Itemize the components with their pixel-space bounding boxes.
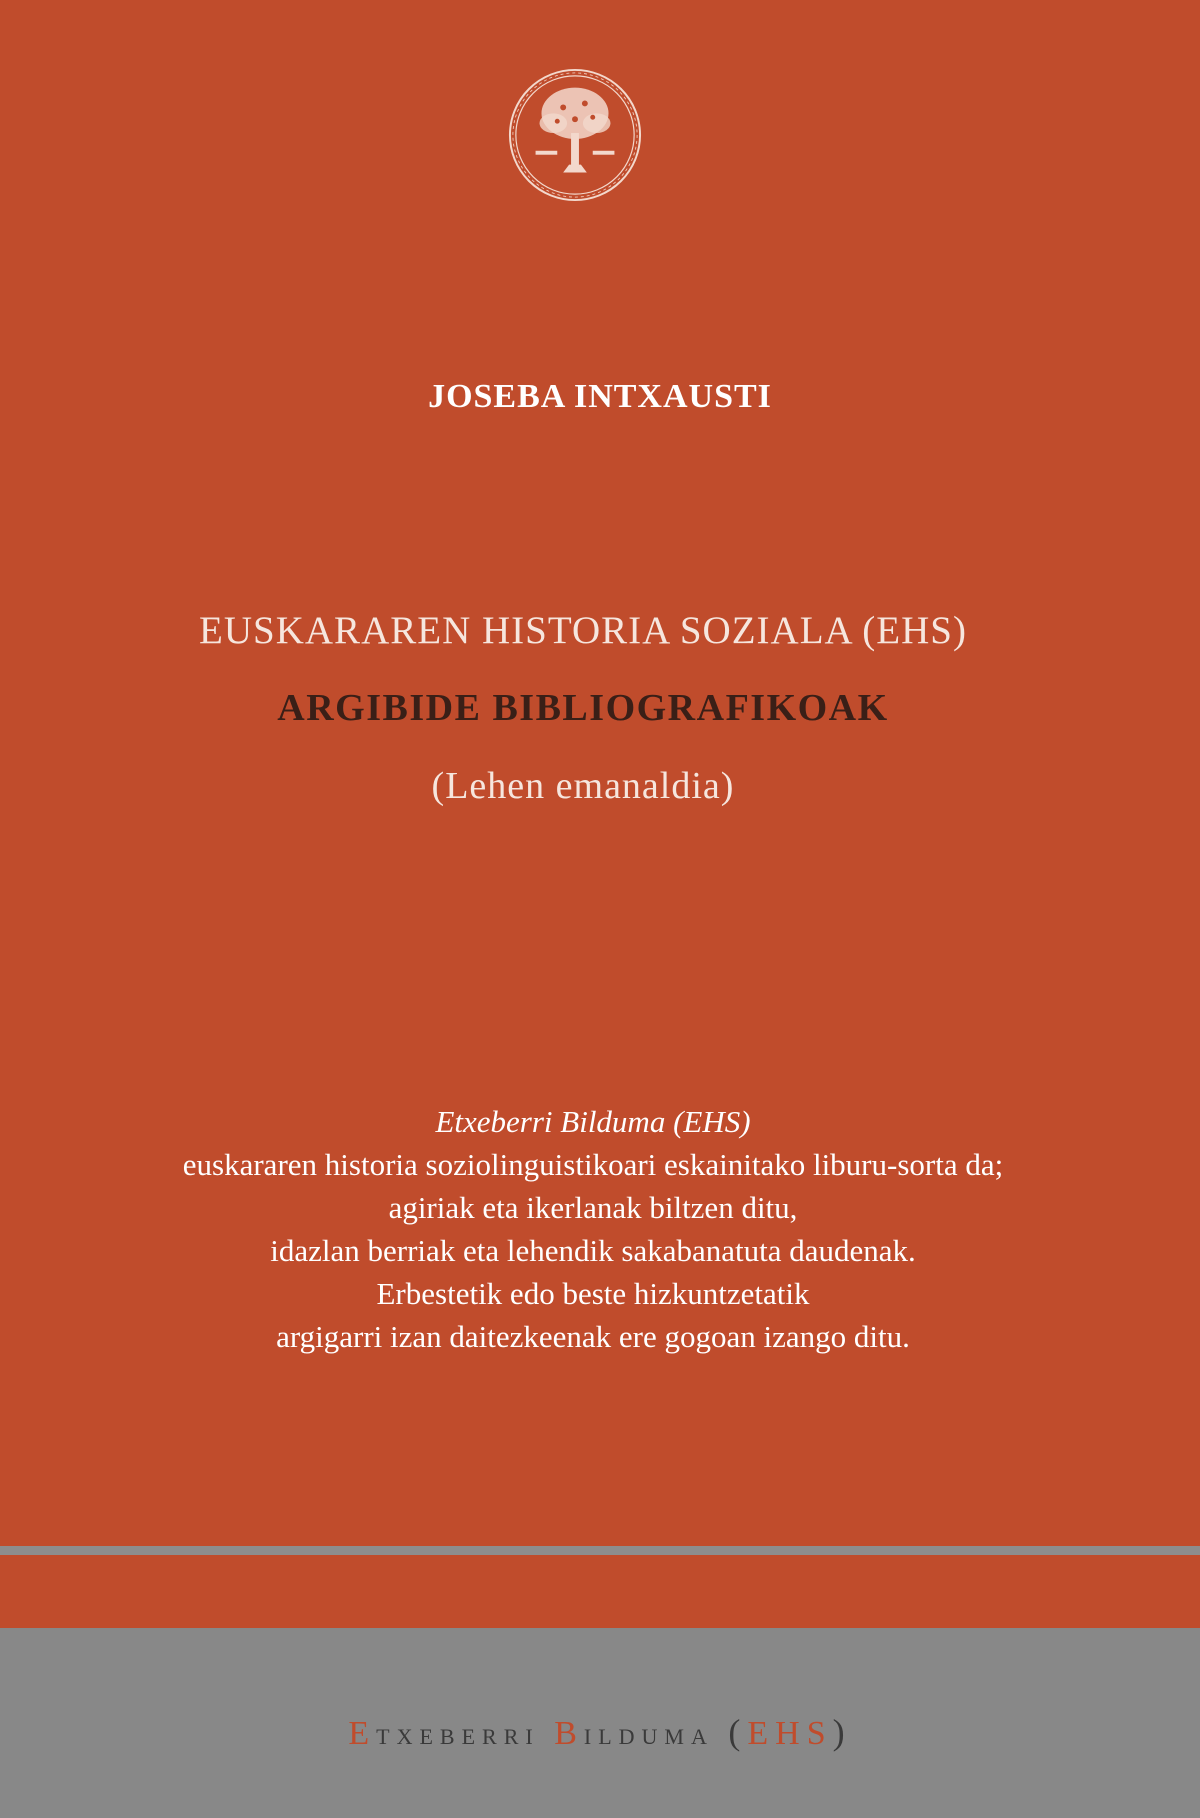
description-line: idazlan berriak eta lehendik sakabanatuta daudenak. [270, 1233, 916, 1268]
description-line: agiriak eta ikerlanak biltzen ditu, [388, 1190, 798, 1225]
edition-label: (Lehen emanaldia) [431, 765, 735, 807]
initial-e: E [348, 1715, 377, 1752]
tree-seal-icon [506, 66, 644, 204]
divider-stripe [0, 1546, 1200, 1555]
acronym-ehs: EHS [747, 1715, 833, 1752]
footer-series-label [0, 1711, 1200, 1753]
book-title: ARGIBIDE BIBLIOGRAFIKOAK [277, 687, 889, 729]
description-line: argigarri izan daitezkeenak ere gogoan izango ditu. [276, 1319, 910, 1354]
word-txeberri: TXEBERRI [376, 1724, 540, 1749]
series-name: Etxeberri Bilduma (EHS) [435, 1104, 751, 1139]
initial-b: B [554, 1715, 584, 1752]
description-line: Erbestetik edo beste hizkuntzetatik [376, 1276, 810, 1311]
series-title: EUSKARAREN HISTORIA SOZIALA (EHS) [199, 609, 967, 652]
series-description [0, 1100, 1186, 1358]
word-ilduma: ILDUMA [583, 1724, 714, 1749]
description-line: euskararen historia soziolinguistikoari eskainitako liburu-sorta da; [182, 1147, 1004, 1182]
paren-close: ) [832, 1712, 852, 1752]
author-name: JOSEBA INTXAUSTI [428, 378, 772, 415]
paren-open: ( [728, 1712, 748, 1752]
